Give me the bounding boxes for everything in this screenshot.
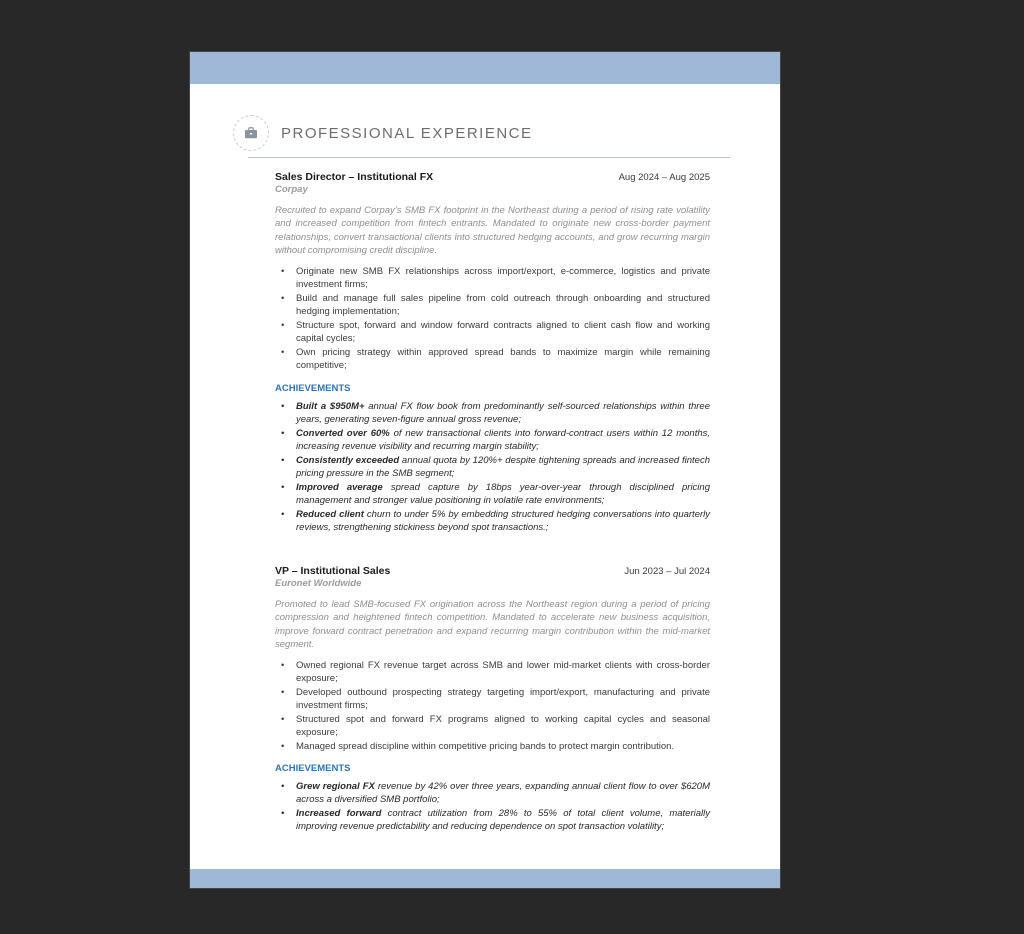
achievement-list	[275, 780, 710, 834]
job-header	[275, 171, 710, 183]
achievements-heading: ACHIEVEMENTS	[275, 382, 351, 394]
section-divider	[248, 157, 730, 158]
achievement-lead: Reduced client	[296, 508, 364, 520]
job-entry-vp-institutional-sales	[275, 565, 710, 834]
achievement-lead: Grew regional FX	[296, 780, 375, 792]
job-dates: Aug 2024 – Aug 2025	[618, 172, 710, 183]
job-summary: Promoted to lead SMB-focused FX origination across the Northeast region during a period of pricing compression and heightened fintech competition. Mandated to accelerate new business acquisition, improve forward contract penetration and expand recurring margin contribution within the mid-market segment.	[275, 598, 710, 651]
section-header	[233, 115, 710, 151]
achievement-item	[275, 508, 710, 535]
duty-item: • Developed outbound prospecting strategy targeting import/export, manufacturing and private investment firms;	[275, 686, 710, 713]
achievement-item	[275, 780, 710, 807]
duty-item: • Structure spot, forward and window forward contracts aligned to client cash flow and working capital cycles;	[275, 319, 710, 346]
achievement-lead: Improved average	[296, 481, 383, 493]
achievement-item	[275, 807, 710, 834]
duty-item: • Managed spread discipline within competitive pricing bands to protect margin contribution.	[275, 740, 710, 753]
achievement-rest: annual quota by 120%+ despite tightening spreads and increased fintech pricing pressure in the SMB segment;	[296, 454, 710, 480]
achievement-rest: contract utilization from 28% to 55% of total client volume, materially improving revenue predictability and reducing dependence on spot transaction volatility;	[296, 807, 710, 833]
job-duty-list	[275, 265, 710, 373]
job-summary: Recruited to expand Corpay’s SMB FX footprint in the Northeast during a period of rising rate volatility and increased competition from fintech entrants. Mandated to originate new cross-border payment relationships, convert transactional clients into structured hedging accounts, and grow recurring margin without compromising credit discipline.	[275, 205, 710, 257]
achievement-rest: revenue by 42% over three years, expanding annual client flow to over $620M across a diversified SMB portfolio;	[296, 780, 710, 806]
job-company: Euronet Worldwide	[275, 577, 362, 589]
job-entry-sales-director	[275, 171, 710, 535]
achievement-rest: spread capture by 18bps year-over-year through disciplined pricing management and stronger value positioning in volatile rate environments;	[296, 481, 710, 507]
achievement-rest: annual FX flow book from predominantly self-sourced relationships within three years, generating seven-figure annual gross revenue;	[296, 400, 711, 426]
achievement-lead: Built a $950M+	[296, 400, 365, 412]
page-bottom-band	[190, 869, 780, 888]
document-page[interactable]	[190, 52, 780, 888]
achievement-rest: churn to under 5% by embedding structured hedging conversations into quarterly reviews, strengthening stickiness beyond spot transactions.;	[296, 508, 711, 534]
achievement-lead: Consistently exceeded	[296, 454, 400, 466]
job-duty-list	[275, 659, 710, 753]
job-title: VP – Institutional Sales	[275, 564, 391, 577]
duty-item: • Build and manage full sales pipeline from cold outreach through onboarding and structured hedging implementation;	[275, 292, 710, 319]
achievement-lead: Increased forward	[296, 807, 382, 819]
briefcase-icon	[233, 115, 269, 151]
page-content	[190, 84, 780, 834]
achievement-list	[275, 400, 710, 535]
achievements-heading: ACHIEVEMENTS	[275, 762, 351, 774]
achievement-item	[275, 454, 710, 481]
duty-item: • Owned regional FX revenue target across SMB and lower mid-market clients with cross-border exposure;	[275, 659, 710, 686]
achievement-item	[275, 400, 710, 427]
achievement-item	[275, 481, 710, 508]
job-dates: Jun 2023 – Jul 2024	[624, 565, 710, 577]
job-header	[275, 565, 710, 577]
job-company: Corpay	[275, 184, 308, 195]
duty-item: • Structured spot and forward FX programs aligned to working capital cycles and seasonal exposure;	[275, 713, 710, 740]
achievement-lead: Converted over 60%	[296, 427, 390, 439]
job-title: Sales Director – Institutional FX	[275, 171, 434, 183]
achievement-rest: of new transactional clients into forward-contract users within 12 months, increasing revenue visibility and recurring margin stability;	[296, 427, 711, 453]
achievement-item	[275, 427, 710, 454]
section-title: PROFESSIONAL EXPERIENCE	[281, 124, 533, 142]
duty-item: • Own pricing strategy within approved spread bands to maximize margin while remaining competitive;	[275, 346, 710, 373]
page-top-band	[190, 52, 780, 84]
duty-item: • Originate new SMB FX relationships across import/export, e-commerce, logistics and private investment firms;	[275, 265, 710, 292]
